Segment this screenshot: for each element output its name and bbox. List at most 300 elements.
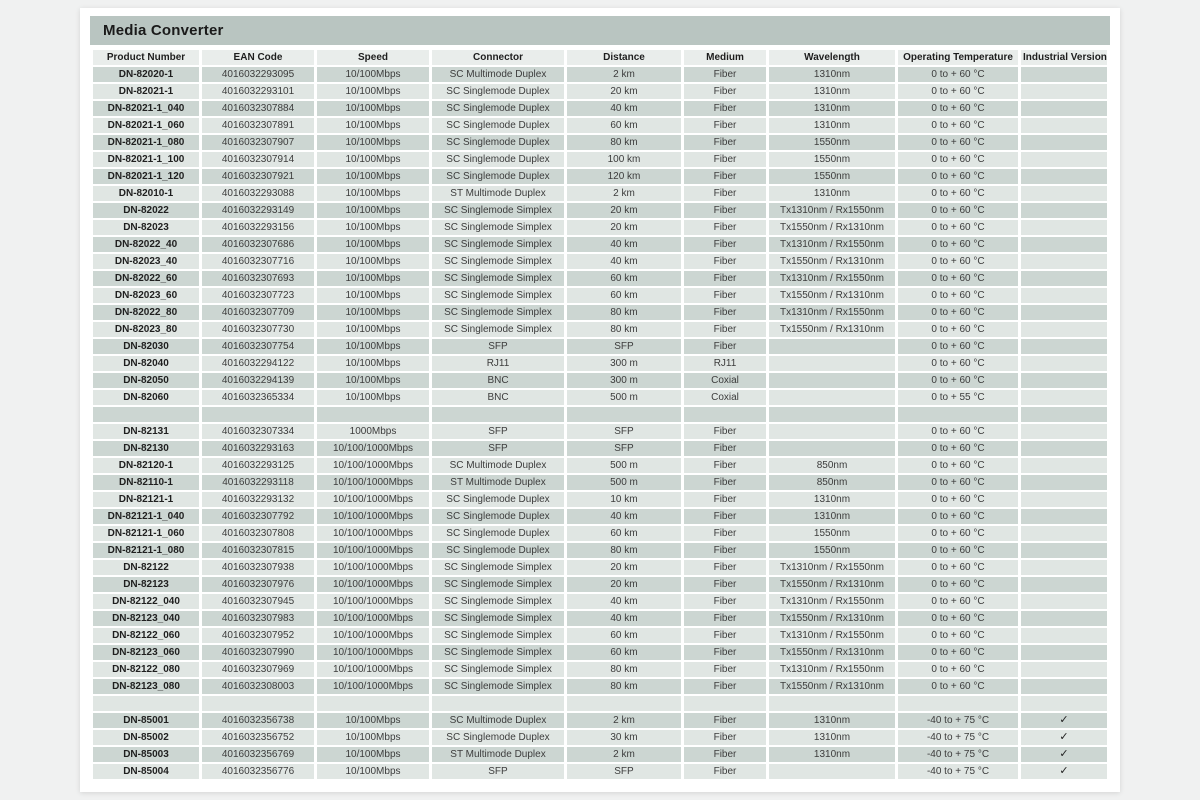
cell-industrial [1021, 662, 1107, 677]
col-header-temperature: Operating Temperature [898, 50, 1018, 65]
cell-product: DN-82023_80 [93, 322, 199, 337]
spacer-cell [432, 407, 564, 422]
table-row [93, 254, 1107, 269]
cell-temperature: 0 to + 60 °C [898, 611, 1018, 626]
cell-distance: SFP [567, 764, 681, 779]
cell-product: DN-85004 [93, 764, 199, 779]
cell-industrial-checkmark: ✓ [1021, 713, 1107, 728]
cell-distance: 20 km [567, 560, 681, 575]
cell-product: DN-82022_60 [93, 271, 199, 286]
cell-temperature: 0 to + 60 °C [898, 373, 1018, 388]
cell-product: DN-82021-1_120 [93, 169, 199, 184]
cell-connector: SC Singlemode Duplex [432, 526, 564, 541]
cell-speed: 10/100Mbps [317, 118, 429, 133]
cell-temperature: 0 to + 60 °C [898, 135, 1018, 150]
cell-speed: 10/100/1000Mbps [317, 441, 429, 456]
cell-ean: 4016032365334 [202, 390, 314, 405]
cell-connector: SC Singlemode Duplex [432, 118, 564, 133]
table-body [93, 67, 1107, 779]
cell-wavelength: Tx1310nm / Rx1550nm [769, 271, 895, 286]
cell-product: DN-82022 [93, 203, 199, 218]
cell-ean: 4016032293149 [202, 203, 314, 218]
col-header-distance: Distance [567, 50, 681, 65]
cell-wavelength: 1550nm [769, 152, 895, 167]
cell-product: DN-82110-1 [93, 475, 199, 490]
cell-distance: 500 m [567, 458, 681, 473]
spacer-cell [898, 696, 1018, 711]
cell-connector: SC Singlemode Simplex [432, 594, 564, 609]
cell-temperature: -40 to + 75 °C [898, 730, 1018, 745]
table-row [93, 220, 1107, 235]
cell-product: DN-82022_80 [93, 305, 199, 320]
table-row [93, 747, 1107, 762]
cell-medium: Fiber [684, 662, 766, 677]
cell-speed: 10/100/1000Mbps [317, 458, 429, 473]
cell-medium: Coxial [684, 390, 766, 405]
cell-industrial [1021, 220, 1107, 235]
cell-medium: Fiber [684, 560, 766, 575]
table-row [93, 101, 1107, 116]
cell-medium: Fiber [684, 526, 766, 541]
cell-speed: 10/100Mbps [317, 186, 429, 201]
cell-ean: 4016032307945 [202, 594, 314, 609]
spacer-cell [684, 407, 766, 422]
cell-wavelength: Tx1310nm / Rx1550nm [769, 628, 895, 643]
cell-medium: Fiber [684, 305, 766, 320]
cell-connector: SFP [432, 424, 564, 439]
cell-product: DN-82022_40 [93, 237, 199, 252]
cell-industrial [1021, 475, 1107, 490]
cell-product: DN-82122_040 [93, 594, 199, 609]
cell-product: DN-82121-1 [93, 492, 199, 507]
table-row [93, 67, 1107, 82]
cell-ean: 4016032307914 [202, 152, 314, 167]
cell-connector: ST Multimode Duplex [432, 475, 564, 490]
cell-medium: Fiber [684, 339, 766, 354]
cell-temperature: 0 to + 60 °C [898, 424, 1018, 439]
cell-industrial [1021, 628, 1107, 643]
spacer-cell [684, 696, 766, 711]
cell-temperature: 0 to + 60 °C [898, 118, 1018, 133]
cell-temperature: 0 to + 60 °C [898, 152, 1018, 167]
cell-medium: Fiber [684, 169, 766, 184]
cell-wavelength: 1550nm [769, 135, 895, 150]
cell-wavelength: Tx1550nm / Rx1310nm [769, 679, 895, 694]
cell-distance: 120 km [567, 169, 681, 184]
cell-wavelength [769, 356, 895, 371]
cell-medium: Fiber [684, 288, 766, 303]
cell-medium: Fiber [684, 577, 766, 592]
cell-speed: 10/100/1000Mbps [317, 526, 429, 541]
cell-temperature: 0 to + 60 °C [898, 526, 1018, 541]
cell-medium: Fiber [684, 152, 766, 167]
cell-medium: Fiber [684, 271, 766, 286]
cell-wavelength: 1310nm [769, 747, 895, 762]
cell-speed: 10/100Mbps [317, 169, 429, 184]
product-table [90, 48, 1110, 781]
cell-industrial [1021, 237, 1107, 252]
cell-connector: RJ11 [432, 356, 564, 371]
cell-product: DN-82122_080 [93, 662, 199, 677]
cell-ean: 4016032307884 [202, 101, 314, 116]
cell-ean: 4016032308003 [202, 679, 314, 694]
cell-industrial [1021, 373, 1107, 388]
cell-product: DN-82131 [93, 424, 199, 439]
cell-connector: SC Singlemode Duplex [432, 730, 564, 745]
table-row [93, 203, 1107, 218]
table-row [93, 339, 1107, 354]
cell-product: DN-82021-1_080 [93, 135, 199, 150]
col-header-product: Product Number [93, 50, 199, 65]
cell-connector: SFP [432, 441, 564, 456]
cell-wavelength: Tx1550nm / Rx1310nm [769, 220, 895, 235]
cell-speed: 10/100Mbps [317, 747, 429, 762]
cell-distance: 60 km [567, 288, 681, 303]
cell-ean: 4016032307792 [202, 509, 314, 524]
cell-product: DN-82023 [93, 220, 199, 235]
table-row [93, 373, 1107, 388]
cell-distance: 500 m [567, 475, 681, 490]
cell-distance: 40 km [567, 594, 681, 609]
cell-product: DN-82021-1_060 [93, 118, 199, 133]
cell-ean: 4016032356752 [202, 730, 314, 745]
table-row [93, 526, 1107, 541]
cell-industrial [1021, 645, 1107, 660]
cell-wavelength: Tx1550nm / Rx1310nm [769, 288, 895, 303]
cell-ean: 4016032293095 [202, 67, 314, 82]
cell-industrial [1021, 203, 1107, 218]
cell-medium: Fiber [684, 220, 766, 235]
table-row [93, 713, 1107, 728]
cell-ean: 4016032307969 [202, 662, 314, 677]
cell-speed: 10/100Mbps [317, 373, 429, 388]
cell-medium: Fiber [684, 679, 766, 694]
cell-wavelength: Tx1310nm / Rx1550nm [769, 305, 895, 320]
table-row [93, 271, 1107, 286]
cell-distance: 80 km [567, 679, 681, 694]
cell-temperature: -40 to + 75 °C [898, 713, 1018, 728]
cell-product: DN-82023_60 [93, 288, 199, 303]
cell-industrial [1021, 67, 1107, 82]
cell-wavelength: 1310nm [769, 67, 895, 82]
cell-product: DN-82122_060 [93, 628, 199, 643]
cell-ean: 4016032307891 [202, 118, 314, 133]
cell-distance: SFP [567, 441, 681, 456]
cell-industrial [1021, 152, 1107, 167]
cell-wavelength: 1310nm [769, 101, 895, 116]
table-row [93, 577, 1107, 592]
table-row [93, 288, 1107, 303]
table-row [93, 390, 1107, 405]
cell-ean: 4016032307976 [202, 577, 314, 592]
cell-speed: 10/100/1000Mbps [317, 594, 429, 609]
cell-product: DN-82123 [93, 577, 199, 592]
cell-medium: Coxial [684, 373, 766, 388]
cell-connector: SC Singlemode Simplex [432, 628, 564, 643]
cell-speed: 10/100Mbps [317, 135, 429, 150]
cell-product: DN-82060 [93, 390, 199, 405]
spacer-cell [317, 696, 429, 711]
cell-speed: 10/100/1000Mbps [317, 475, 429, 490]
cell-industrial [1021, 458, 1107, 473]
cell-wavelength: Tx1310nm / Rx1550nm [769, 560, 895, 575]
cell-industrial [1021, 101, 1107, 116]
cell-connector: SC Singlemode Duplex [432, 101, 564, 116]
table-row [93, 322, 1107, 337]
cell-connector: SC Singlemode Duplex [432, 509, 564, 524]
cell-wavelength: Tx1310nm / Rx1550nm [769, 203, 895, 218]
cell-speed: 10/100Mbps [317, 390, 429, 405]
cell-speed: 10/100Mbps [317, 730, 429, 745]
cell-speed: 10/100/1000Mbps [317, 492, 429, 507]
cell-medium: Fiber [684, 67, 766, 82]
cell-industrial [1021, 424, 1107, 439]
cell-wavelength: 1310nm [769, 509, 895, 524]
cell-product: DN-82120-1 [93, 458, 199, 473]
cell-temperature: 0 to + 60 °C [898, 203, 1018, 218]
cell-product: DN-82021-1_100 [93, 152, 199, 167]
cell-connector: SC Singlemode Simplex [432, 203, 564, 218]
cell-ean: 4016032307952 [202, 628, 314, 643]
cell-speed: 10/100Mbps [317, 237, 429, 252]
cell-ean: 4016032307730 [202, 322, 314, 337]
cell-connector: SC Singlemode Simplex [432, 254, 564, 269]
cell-temperature: 0 to + 55 °C [898, 390, 1018, 405]
cell-distance: 20 km [567, 577, 681, 592]
cell-distance: 80 km [567, 305, 681, 320]
cell-connector: SFP [432, 764, 564, 779]
cell-ean: 4016032307693 [202, 271, 314, 286]
cell-wavelength: 1310nm [769, 186, 895, 201]
cell-connector: SC Singlemode Simplex [432, 679, 564, 694]
cell-industrial [1021, 543, 1107, 558]
cell-medium: RJ11 [684, 356, 766, 371]
cell-distance: 20 km [567, 203, 681, 218]
cell-industrial [1021, 356, 1107, 371]
cell-temperature: 0 to + 60 °C [898, 271, 1018, 286]
cell-medium: Fiber [684, 322, 766, 337]
cell-medium: Fiber [684, 118, 766, 133]
cell-ean: 4016032294139 [202, 373, 314, 388]
cell-distance: 30 km [567, 730, 681, 745]
cell-ean: 4016032307686 [202, 237, 314, 252]
cell-product: DN-82040 [93, 356, 199, 371]
cell-product: DN-82123_040 [93, 611, 199, 626]
table-row [93, 356, 1107, 371]
cell-medium: Fiber [684, 84, 766, 99]
page-title: Media Converter [103, 22, 224, 39]
cell-medium: Fiber [684, 747, 766, 762]
spacer-cell [93, 407, 199, 422]
cell-ean: 4016032307723 [202, 288, 314, 303]
cell-distance: 60 km [567, 645, 681, 660]
cell-product: DN-82021-1 [93, 84, 199, 99]
cell-temperature: 0 to + 60 °C [898, 305, 1018, 320]
col-header-ean: EAN Code [202, 50, 314, 65]
cell-distance: 20 km [567, 84, 681, 99]
cell-connector: SC Singlemode Simplex [432, 305, 564, 320]
cell-connector: SC Multimode Duplex [432, 713, 564, 728]
cell-industrial [1021, 305, 1107, 320]
cell-medium: Fiber [684, 424, 766, 439]
cell-distance: 500 m [567, 390, 681, 405]
cell-distance: 80 km [567, 322, 681, 337]
cell-wavelength [769, 424, 895, 439]
cell-wavelength: 1310nm [769, 713, 895, 728]
cell-product: DN-82121-1_080 [93, 543, 199, 558]
cell-temperature: 0 to + 60 °C [898, 577, 1018, 592]
cell-temperature: 0 to + 60 °C [898, 458, 1018, 473]
table-row [93, 679, 1107, 694]
cell-medium: Fiber [684, 203, 766, 218]
cell-medium: Fiber [684, 611, 766, 626]
cell-ean: 4016032307938 [202, 560, 314, 575]
cell-speed: 10/100/1000Mbps [317, 679, 429, 694]
cell-distance: 40 km [567, 509, 681, 524]
cell-medium: Fiber [684, 594, 766, 609]
cell-medium: Fiber [684, 237, 766, 252]
cell-temperature: 0 to + 60 °C [898, 441, 1018, 456]
cell-connector: BNC [432, 390, 564, 405]
cell-industrial [1021, 577, 1107, 592]
cell-wavelength [769, 339, 895, 354]
cell-ean: 4016032356738 [202, 713, 314, 728]
cell-distance: 60 km [567, 118, 681, 133]
cell-speed: 10/100/1000Mbps [317, 611, 429, 626]
cell-speed: 10/100/1000Mbps [317, 560, 429, 575]
cell-temperature: 0 to + 60 °C [898, 254, 1018, 269]
col-header-industrial: Industrial Version [1021, 50, 1107, 65]
cell-connector: SC Singlemode Duplex [432, 492, 564, 507]
cell-connector: SC Singlemode Duplex [432, 543, 564, 558]
cell-speed: 10/100Mbps [317, 764, 429, 779]
cell-wavelength: 1310nm [769, 84, 895, 99]
cell-connector: ST Multimode Duplex [432, 186, 564, 201]
table-row [93, 169, 1107, 184]
cell-speed: 10/100Mbps [317, 713, 429, 728]
cell-distance: SFP [567, 339, 681, 354]
cell-ean: 4016032293088 [202, 186, 314, 201]
cell-temperature: 0 to + 60 °C [898, 169, 1018, 184]
cell-wavelength: 1310nm [769, 118, 895, 133]
cell-temperature: 0 to + 60 °C [898, 356, 1018, 371]
spacer-cell [202, 407, 314, 422]
table-row [93, 186, 1107, 201]
cell-medium: Fiber [684, 628, 766, 643]
cell-connector: SC Multimode Duplex [432, 67, 564, 82]
table-row [93, 152, 1107, 167]
table-row [93, 237, 1107, 252]
cell-ean: 4016032293132 [202, 492, 314, 507]
cell-temperature: 0 to + 60 °C [898, 662, 1018, 677]
cell-ean: 4016032307808 [202, 526, 314, 541]
cell-industrial [1021, 339, 1107, 354]
cell-industrial [1021, 594, 1107, 609]
spacer-row [93, 696, 1107, 711]
cell-industrial [1021, 492, 1107, 507]
cell-wavelength: Tx1310nm / Rx1550nm [769, 237, 895, 252]
cell-ean: 4016032307815 [202, 543, 314, 558]
cell-speed: 10/100Mbps [317, 356, 429, 371]
cell-connector: SC Singlemode Simplex [432, 220, 564, 235]
table-row [93, 441, 1107, 456]
cell-speed: 1000Mbps [317, 424, 429, 439]
cell-distance: 40 km [567, 254, 681, 269]
cell-connector: SC Singlemode Duplex [432, 169, 564, 184]
table-row [93, 628, 1107, 643]
cell-product: DN-82123_080 [93, 679, 199, 694]
cell-speed: 10/100Mbps [317, 305, 429, 320]
cell-wavelength [769, 441, 895, 456]
cell-connector: SC Singlemode Simplex [432, 288, 564, 303]
cell-ean: 4016032307709 [202, 305, 314, 320]
cell-product: DN-82010-1 [93, 186, 199, 201]
cell-product: DN-82123_060 [93, 645, 199, 660]
cell-temperature: 0 to + 60 °C [898, 220, 1018, 235]
cell-product: DN-85001 [93, 713, 199, 728]
cell-industrial [1021, 288, 1107, 303]
cell-distance: 40 km [567, 237, 681, 252]
cell-connector: SC Singlemode Simplex [432, 322, 564, 337]
cell-wavelength: Tx1550nm / Rx1310nm [769, 611, 895, 626]
cell-industrial [1021, 84, 1107, 99]
cell-product: DN-82030 [93, 339, 199, 354]
table-row [93, 475, 1107, 490]
col-header-connector: Connector [432, 50, 564, 65]
spacer-cell [432, 696, 564, 711]
cell-connector: SC Singlemode Simplex [432, 662, 564, 677]
table-row [93, 543, 1107, 558]
table-row [93, 594, 1107, 609]
cell-medium: Fiber [684, 492, 766, 507]
cell-connector: SC Singlemode Simplex [432, 645, 564, 660]
cell-ean: 4016032293101 [202, 84, 314, 99]
table-row [93, 645, 1107, 660]
cell-temperature: 0 to + 60 °C [898, 67, 1018, 82]
cell-speed: 10/100/1000Mbps [317, 577, 429, 592]
cell-speed: 10/100Mbps [317, 84, 429, 99]
table-row [93, 730, 1107, 745]
cell-industrial [1021, 186, 1107, 201]
cell-temperature: 0 to + 60 °C [898, 543, 1018, 558]
table-row [93, 662, 1107, 677]
cell-speed: 10/100Mbps [317, 67, 429, 82]
cell-medium: Fiber [684, 764, 766, 779]
cell-wavelength: Tx1550nm / Rx1310nm [769, 645, 895, 660]
cell-distance: 100 km [567, 152, 681, 167]
cell-temperature: 0 to + 60 °C [898, 322, 1018, 337]
cell-industrial [1021, 560, 1107, 575]
cell-ean: 4016032293163 [202, 441, 314, 456]
cell-ean: 4016032307334 [202, 424, 314, 439]
cell-industrial-checkmark: ✓ [1021, 764, 1107, 779]
cell-industrial [1021, 322, 1107, 337]
cell-industrial [1021, 509, 1107, 524]
spacer-cell [769, 407, 895, 422]
cell-distance: 60 km [567, 628, 681, 643]
cell-medium: Fiber [684, 543, 766, 558]
cell-wavelength: Tx1550nm / Rx1310nm [769, 254, 895, 269]
cell-speed: 10/100/1000Mbps [317, 543, 429, 558]
spacer-cell [317, 407, 429, 422]
cell-temperature: 0 to + 60 °C [898, 679, 1018, 694]
cell-temperature: 0 to + 60 °C [898, 628, 1018, 643]
cell-distance: 80 km [567, 135, 681, 150]
cell-speed: 10/100/1000Mbps [317, 662, 429, 677]
cell-connector: SC Singlemode Duplex [432, 152, 564, 167]
table-row [93, 764, 1107, 779]
cell-distance: 2 km [567, 713, 681, 728]
